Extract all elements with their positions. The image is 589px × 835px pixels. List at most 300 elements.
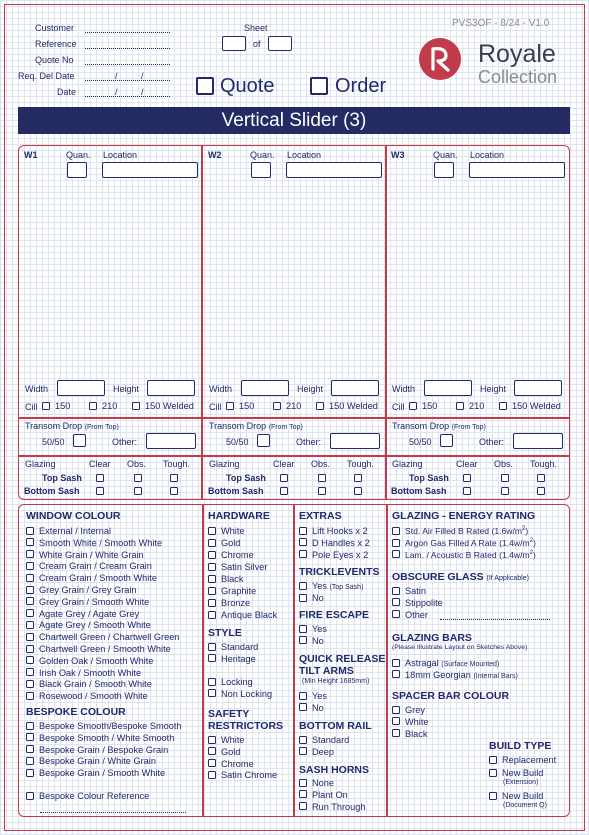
sash-horns-item[interactable] — [299, 802, 365, 812]
energy-rating-item[interactable] — [392, 538, 536, 548]
glazing-bar[interactable] — [392, 658, 499, 668]
energy-rating-item[interactable] — [392, 550, 536, 560]
location-input[interactable] — [469, 162, 565, 178]
checkbox[interactable] — [489, 769, 497, 777]
energy-rating-title: GLAZING - ENERGY RATING — [392, 510, 536, 522]
window-colour-title: WINDOW COLOUR — [26, 510, 121, 522]
divider — [293, 505, 295, 816]
glazing-checkbox[interactable] — [134, 487, 142, 495]
quantity-input[interactable] — [67, 162, 87, 178]
extras-item-label: Pole Eyes x 2 — [312, 549, 369, 560]
checkbox[interactable] — [299, 636, 307, 644]
bespoke-colour-reference-label: Bespoke Colour Reference — [39, 791, 150, 801]
checkbox[interactable] — [489, 792, 497, 800]
glazing-bar[interactable] — [392, 670, 518, 680]
sash-horns-item-label: Run Through — [312, 801, 366, 812]
req-del-date-field[interactable] — [85, 80, 170, 81]
glazing-checkbox[interactable] — [354, 474, 362, 482]
checkbox[interactable] — [208, 759, 216, 767]
brand-name: Royale — [478, 40, 556, 68]
checkbox[interactable] — [208, 527, 216, 535]
energy-rating-text: Argon Gas Filled A Rate (1.4w/m — [405, 537, 530, 548]
glazing-checkbox[interactable] — [318, 487, 326, 495]
spacer-bar-item-label: Black — [405, 728, 428, 739]
sheet-number-input[interactable] — [222, 36, 246, 51]
spacer-bar-item[interactable] — [392, 729, 427, 739]
brand-subname: Collection — [478, 67, 558, 87]
checkbox[interactable] — [299, 779, 307, 787]
hardware-item-label: Black — [221, 574, 244, 584]
sash-horns-item[interactable] — [299, 778, 334, 788]
location-label: Location — [470, 150, 505, 160]
checkbox[interactable] — [26, 680, 34, 688]
locking-item-label: Non Locking — [221, 688, 273, 699]
checkbox[interactable] — [26, 757, 34, 765]
sheet-total-input[interactable] — [268, 36, 292, 51]
glazing-checkbox[interactable] — [134, 474, 142, 482]
hardware-item-label: Graphite — [221, 586, 257, 596]
checkbox[interactable] — [26, 621, 34, 629]
window-colour-item[interactable] — [26, 620, 151, 630]
fifty-fifty-checkbox[interactable] — [73, 434, 86, 447]
width-input[interactable] — [241, 380, 289, 396]
checkbox[interactable] — [26, 733, 34, 741]
bottom-rail-item[interactable] — [299, 747, 334, 757]
bespoke-colour-item-label: Bespoke Grain / Bespoke Grain — [39, 744, 169, 755]
quan-label: Quan. — [250, 150, 275, 160]
glazing-col-label: Clear — [89, 459, 111, 469]
checkbox[interactable] — [392, 550, 400, 558]
tricklevents-no[interactable] — [299, 593, 324, 603]
transom-other-input[interactable] — [330, 433, 380, 449]
quan-label: Quan. — [433, 150, 458, 160]
window-colour-item[interactable] — [26, 679, 152, 689]
sketch-area[interactable] — [22, 184, 198, 378]
checkbox[interactable] — [208, 736, 216, 744]
order-checkbox[interactable] — [310, 77, 328, 95]
hardware-item-label: Antique Black — [221, 610, 278, 620]
transom-sub: (From Top) — [268, 424, 303, 431]
checkbox[interactable] — [273, 402, 281, 410]
window-colour-item[interactable] — [26, 609, 139, 619]
window-colour-item[interactable] — [26, 656, 153, 666]
glazing-checkbox[interactable] — [501, 474, 509, 482]
transom-other-input[interactable] — [146, 433, 196, 449]
fire-escape-item-label: Yes — [312, 624, 327, 634]
hardware-item[interactable] — [208, 610, 277, 620]
cill-option[interactable] — [409, 401, 437, 411]
hardware-item[interactable] — [208, 562, 267, 572]
width-input[interactable] — [57, 380, 105, 396]
glazing-col-label: Tough. — [530, 459, 558, 469]
build-type[interactable] — [489, 755, 556, 765]
bottom-rail-item-label: Deep — [312, 746, 334, 757]
checkbox[interactable] — [26, 656, 34, 664]
cill-option-label: 150 — [422, 401, 438, 411]
window-colour-item[interactable] — [26, 597, 149, 607]
quote-no-field[interactable] — [85, 64, 170, 65]
glazing-checkbox[interactable] — [537, 487, 545, 495]
fifty-fifty-label: 50/50 — [226, 437, 249, 447]
glazing-checkbox[interactable] — [170, 474, 178, 482]
top-sash-label: Top Sash — [409, 473, 449, 483]
window-colour-item[interactable] — [26, 644, 171, 654]
checkbox[interactable] — [299, 625, 307, 633]
spacer-bar-item-label: Grey — [405, 705, 425, 715]
glazing-col-label: Tough. — [163, 459, 191, 469]
glazing-checkbox[interactable] — [280, 474, 288, 482]
build-type-sub: (Document Q) — [503, 802, 547, 809]
glazing-checkbox[interactable] — [280, 487, 288, 495]
checkbox[interactable] — [392, 717, 400, 725]
spacer-bar-item[interactable] — [392, 705, 425, 715]
hardware-item[interactable] — [208, 586, 256, 596]
locking-item[interactable] — [208, 689, 272, 699]
checkbox[interactable] — [132, 402, 140, 410]
glazing-checkbox[interactable] — [170, 487, 178, 495]
window-colour-item[interactable] — [26, 550, 144, 560]
glazing-checkbox[interactable] — [463, 487, 471, 495]
hardware-item[interactable] — [208, 550, 254, 560]
glazing-checkbox[interactable] — [537, 474, 545, 482]
bespoke-colour-item[interactable] — [26, 733, 174, 743]
cill-option-label: 210 — [469, 401, 485, 411]
quick-release-item[interactable] — [299, 691, 327, 701]
window-colour-item[interactable] — [26, 561, 152, 571]
checkbox[interactable] — [299, 747, 307, 755]
window-colour-item[interactable] — [26, 632, 179, 642]
cill-option[interactable] — [226, 401, 254, 411]
window-colour-item[interactable] — [26, 585, 137, 595]
divider — [386, 505, 388, 816]
checkbox[interactable] — [316, 402, 324, 410]
window-colour-item[interactable] — [26, 668, 141, 678]
quick-release-item[interactable] — [299, 703, 324, 713]
checkbox[interactable] — [299, 790, 307, 798]
obscure-glass-item[interactable] — [392, 598, 443, 608]
checkbox[interactable] — [26, 527, 34, 535]
bespoke-colour-item[interactable] — [26, 721, 182, 731]
safety-item-label: Satin Chrome — [221, 770, 278, 781]
tricklevents-yes[interactable] — [299, 581, 363, 591]
top-sash-label: Top Sash — [226, 473, 266, 483]
checkbox[interactable] — [208, 611, 216, 619]
style-item[interactable] — [208, 654, 256, 664]
build-type[interactable] — [489, 768, 543, 778]
checkbox[interactable] — [208, 539, 216, 547]
transom-other-input[interactable] — [513, 433, 563, 449]
glazing-bars-title: GLAZING BARS — [392, 632, 472, 644]
checkbox[interactable] — [489, 756, 497, 764]
sash-horns-item-label: None — [312, 778, 334, 788]
divider — [202, 505, 204, 816]
bespoke-colour-reference-field[interactable] — [40, 812, 186, 813]
hardware-item[interactable] — [208, 526, 245, 536]
checkbox[interactable] — [208, 575, 216, 583]
checkbox[interactable] — [26, 722, 34, 730]
glazing-label: Glazing — [209, 459, 240, 469]
hardware-item-label: Chrome — [221, 550, 254, 560]
cill-option[interactable] — [89, 401, 117, 411]
cill-option-label: 150 Welded — [145, 401, 194, 411]
style-item[interactable] — [208, 642, 258, 652]
hardware-item[interactable] — [208, 574, 243, 584]
window-colour-item[interactable] — [26, 538, 162, 548]
transom-label-text: Transom Drop — [209, 421, 267, 431]
quantity-input[interactable] — [251, 162, 271, 178]
sketch-area[interactable] — [206, 184, 382, 378]
checkbox[interactable] — [299, 527, 307, 535]
window-colour-item-label: Chartwell Green / Smooth White — [39, 644, 171, 654]
hardware-item-label: Satin Silver — [221, 562, 268, 572]
checkbox[interactable] — [208, 563, 216, 571]
window-colour-item-label: Cream Grain / Smooth White — [39, 573, 157, 584]
window-colour-item[interactable] — [26, 691, 148, 701]
obscure-glass-title-text: OBSCURE GLASS — [392, 571, 484, 583]
quantity-input[interactable] — [434, 162, 454, 178]
bottom-sash-label: Bottom Sash — [24, 486, 80, 496]
checkbox[interactable] — [208, 587, 216, 595]
date-sep: / — [141, 87, 144, 97]
width-label: Width — [25, 384, 49, 394]
energy-rating-text: Std. Air Filled B Rated (1.6w/m — [405, 526, 523, 536]
checkbox[interactable] — [392, 706, 400, 714]
checkbox[interactable] — [26, 668, 34, 676]
checkbox[interactable] — [208, 654, 216, 662]
checkbox[interactable] — [208, 599, 216, 607]
checkbox[interactable] — [26, 792, 34, 800]
obscure-glass-item[interactable] — [392, 586, 426, 596]
checkbox[interactable] — [26, 645, 34, 653]
transom-label — [209, 421, 303, 431]
checkbox[interactable] — [299, 703, 307, 711]
bottom-rail-item[interactable] — [299, 735, 349, 745]
location-input[interactable] — [286, 162, 382, 178]
glazing-checkbox[interactable] — [96, 487, 104, 495]
checkbox[interactable] — [392, 598, 400, 606]
reference-label: Reference — [35, 39, 77, 49]
build-type-sub: (Extension) — [503, 779, 539, 786]
bottom-sash-label: Bottom Sash — [391, 486, 447, 496]
fire-escape-title: FIRE ESCAPE — [299, 609, 370, 621]
checkbox[interactable] — [208, 643, 216, 651]
hardware-item[interactable] — [208, 538, 240, 548]
sketch-area[interactable] — [389, 184, 565, 378]
checkbox[interactable] — [42, 402, 50, 410]
quan-label: Quan. — [66, 150, 91, 160]
date-sep: / — [115, 71, 118, 81]
date-label: Date — [57, 87, 77, 97]
checkbox[interactable] — [26, 633, 34, 641]
fifty-fifty-checkbox[interactable] — [257, 434, 270, 447]
checkbox[interactable] — [499, 402, 507, 410]
other-label: Other: — [296, 437, 322, 447]
checkbox[interactable] — [208, 551, 216, 559]
bespoke-colour-title: BESPOKE COLOUR — [26, 706, 126, 718]
obscure-glass-item[interactable] — [392, 610, 428, 620]
checkbox[interactable] — [456, 402, 464, 410]
checkbox[interactable] — [392, 670, 400, 678]
height-input[interactable] — [514, 380, 562, 396]
checkbox[interactable] — [299, 582, 307, 590]
safety-item[interactable] — [208, 747, 240, 757]
extras-title: EXTRAS — [299, 510, 342, 522]
height-label: Height — [297, 384, 324, 394]
glazing-col-label: Obs. — [127, 459, 147, 469]
checkbox[interactable] — [89, 402, 97, 410]
extras-item-label: Lift Hooks x 2 — [312, 526, 368, 536]
glazing-checkbox[interactable] — [463, 474, 471, 482]
cill-option[interactable] — [316, 401, 378, 411]
bespoke-colour-item-label: Bespoke Smooth/Bespoke Smooth — [39, 721, 182, 731]
bespoke-colour-reference[interactable] — [26, 791, 149, 801]
cill-option-label: 210 — [102, 401, 118, 411]
quick-release-sub: (Min Height 1685mm) — [302, 678, 370, 685]
glazing-label: Glazing — [392, 459, 423, 469]
glazing-bar-sub: (Surface Mounted) — [441, 661, 500, 668]
extras-item[interactable] — [299, 538, 370, 548]
checkbox[interactable] — [26, 574, 34, 582]
quick-release-title-1: QUICK RELEASE — [299, 653, 386, 665]
cill-option-label: 150 — [239, 401, 255, 411]
location-input[interactable] — [102, 162, 198, 178]
safety-item[interactable] — [208, 770, 277, 780]
cill-option[interactable] — [132, 401, 194, 411]
cill-option[interactable] — [499, 401, 561, 411]
checkbox[interactable] — [26, 597, 34, 605]
divider — [19, 455, 569, 457]
checkbox[interactable] — [392, 587, 400, 595]
bespoke-colour-item[interactable] — [26, 756, 156, 766]
glazing-checkbox[interactable] — [354, 487, 362, 495]
reference-field[interactable] — [85, 48, 170, 49]
width-label: Width — [209, 384, 233, 394]
checkbox[interactable] — [26, 550, 34, 558]
checkbox[interactable] — [26, 692, 34, 700]
checkbox[interactable] — [208, 678, 216, 686]
glazing-checkbox[interactable] — [96, 474, 104, 482]
royale-logo-icon — [419, 38, 461, 80]
sash-horns-item[interactable] — [299, 790, 348, 800]
page-title: Vertical Slider (3) — [18, 107, 570, 134]
bottom-sash-label: Bottom Sash — [208, 486, 264, 496]
transom-label — [392, 421, 486, 431]
glazing-checkbox[interactable] — [501, 487, 509, 495]
location-label: Location — [287, 150, 322, 160]
safety-item[interactable] — [208, 735, 245, 745]
glazing-col-label: Obs. — [311, 459, 331, 469]
bespoke-colour-item[interactable] — [26, 745, 168, 755]
checkbox[interactable] — [26, 609, 34, 617]
energy-rating-end: ) — [533, 549, 536, 560]
height-input[interactable] — [147, 380, 195, 396]
checkbox[interactable] — [299, 692, 307, 700]
locking-item[interactable] — [208, 677, 253, 687]
checkbox[interactable] — [26, 562, 34, 570]
fire-escape-item[interactable] — [299, 636, 324, 646]
transom-label-text: Transom Drop — [25, 421, 83, 431]
glazing-checkbox[interactable] — [318, 474, 326, 482]
checkbox[interactable] — [208, 689, 216, 697]
checkbox[interactable] — [26, 538, 34, 546]
checkbox[interactable] — [208, 747, 216, 755]
date-sep: / — [115, 87, 118, 97]
obscure-other-field[interactable] — [440, 619, 550, 620]
checkbox[interactable] — [409, 402, 417, 410]
style-item-label: Standard — [221, 642, 259, 652]
quote-checkbox[interactable] — [196, 77, 214, 95]
other-label: Other: — [112, 437, 138, 447]
height-label: Height — [113, 384, 140, 394]
customer-label: Customer — [35, 23, 75, 33]
fifty-fifty-checkbox[interactable] — [440, 434, 453, 447]
window-id: W3 — [391, 150, 405, 160]
version-label: PVS3OF - 8/24 - V1.0 — [452, 18, 550, 29]
quote-no-label: Quote No — [35, 55, 74, 65]
safety-item[interactable] — [208, 759, 254, 769]
checkbox[interactable] — [26, 769, 34, 777]
checkbox[interactable] — [208, 771, 216, 779]
checkbox[interactable] — [26, 745, 34, 753]
order-label: Order — [335, 75, 387, 97]
date-field[interactable] — [85, 96, 170, 97]
checkbox[interactable] — [226, 402, 234, 410]
cill-label: Cill — [209, 402, 222, 412]
checkbox[interactable] — [392, 659, 400, 667]
checkbox[interactable] — [299, 594, 307, 602]
checkbox[interactable] — [299, 736, 307, 744]
cill-option[interactable] — [456, 401, 484, 411]
cill-option[interactable] — [273, 401, 301, 411]
window-colour-item-label: Grey Grain / Grey Grain — [39, 585, 137, 595]
spacer-bar-item[interactable] — [392, 717, 429, 727]
build-type[interactable] — [489, 791, 543, 801]
energy-rating-item[interactable] — [392, 526, 528, 536]
customer-field[interactable] — [85, 32, 170, 33]
hardware-item[interactable] — [208, 598, 250, 608]
width-label: Width — [392, 384, 416, 394]
width-input[interactable] — [424, 380, 472, 396]
checkbox[interactable] — [299, 538, 307, 546]
fire-escape-item[interactable] — [299, 624, 327, 634]
window-id: W1 — [24, 150, 38, 160]
extras-item-label: D Handles x 2 — [312, 537, 370, 548]
extras-item[interactable] — [299, 526, 368, 536]
glazing-label: Glazing — [25, 459, 56, 469]
extras-item[interactable] — [299, 550, 368, 560]
glazing-col-label: Clear — [456, 459, 478, 469]
cill-option[interactable] — [42, 401, 70, 411]
cill-label: Cill — [392, 402, 405, 412]
transom-sub: (From Top) — [451, 424, 486, 431]
checkbox[interactable] — [26, 586, 34, 594]
checkbox[interactable] — [392, 729, 400, 737]
height-input[interactable] — [331, 380, 379, 396]
checkbox[interactable] — [392, 610, 400, 618]
tricklevents-yes-sub: (Top Sash) — [329, 584, 364, 591]
bespoke-colour-item[interactable] — [26, 768, 165, 778]
obscure-glass-title — [392, 571, 529, 583]
checkbox[interactable] — [299, 802, 307, 810]
window-colour-item[interactable] — [26, 573, 157, 583]
checkbox[interactable] — [392, 527, 400, 535]
window-colour-item[interactable] — [26, 526, 111, 536]
build-type-label: New Build — [502, 791, 544, 801]
checkbox[interactable] — [299, 550, 307, 558]
checkbox[interactable] — [392, 539, 400, 547]
cill-option-label: 150 Welded — [512, 401, 561, 411]
divider — [201, 146, 203, 499]
